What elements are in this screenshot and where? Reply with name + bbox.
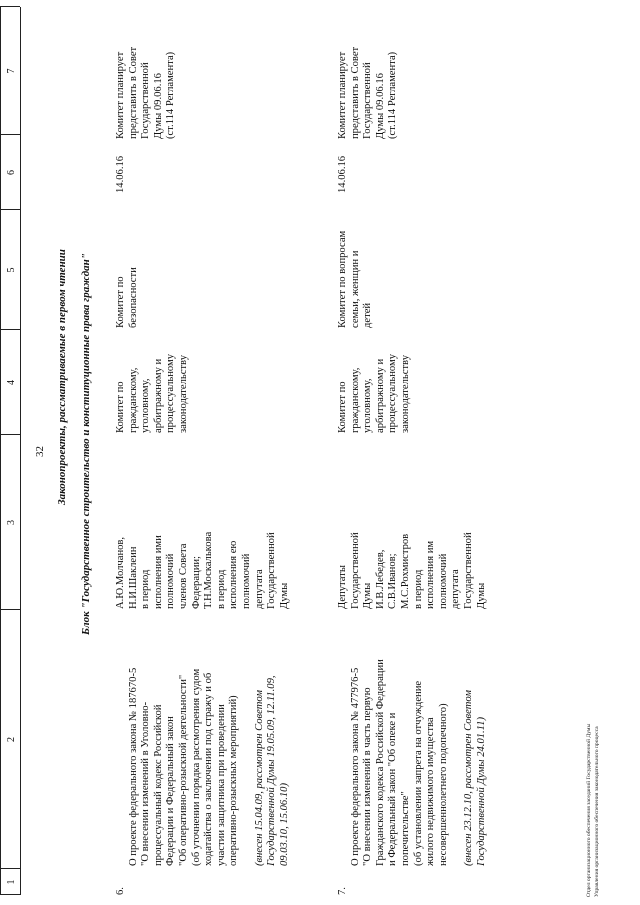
co-executor-committee: Комитет по безопасности (115, 267, 139, 328)
column-number: 3 (6, 520, 17, 525)
consideration-date: 14.06.16 (337, 155, 348, 193)
header-top-line (0, 7, 1, 895)
block-title: Блок "Государственное строительство и конституционные права граждан" (80, 253, 92, 635)
footer-line: Отдел организационного обеспечения заседаний Государственной Думы (586, 723, 592, 897)
column-number: 5 (6, 267, 17, 273)
row-number: 7. (337, 887, 348, 895)
consideration-date: 14.06.16 (115, 155, 126, 193)
column-number: 1 (6, 879, 17, 885)
bill-description (337, 610, 501, 866)
footer-line: Управления организационного обеспечения законодательного процесса (594, 726, 600, 897)
bill-title: О проекте федерального закона № 477976-5 "О внесении изменений в часть первую Гражданского кодекса Российской Федерации и Федеральный закон "Об опеке и попечительстве" (об установлении запрета на отчуждение жилого недвижимого имущества несовершеннолетнего подопечного) (349, 659, 449, 866)
bill-description (115, 610, 304, 866)
responsible-committee: Комитет по гражданскому, уголовному, арбитражному и процессуальному законодательству (115, 354, 189, 433)
responsible-committee: Комитет по гражданскому, уголовному, арбитражному и процессуальному законодательству (337, 354, 411, 433)
page-number: 32 (34, 446, 46, 457)
column-number: 4 (6, 380, 17, 385)
header-bottom-line (20, 7, 21, 895)
column-number: 6 (6, 170, 17, 175)
bill-authors: А.Ю.Молчанов, Н.И.Шаклеин в период исполнения ими полномочий членов Совета Федерации; Т.Н.Москалькова в период исполнения ею полномочий депутата Государственной Думы (115, 531, 290, 609)
co-executor-committee: Комитет по вопросам семьи, женщин и детей (337, 230, 374, 328)
column-number: 7 (6, 68, 17, 74)
row-number: 6. (115, 887, 126, 895)
bill-note: (внесен 15.04.09, рассмотрен Советом Государственной Думы 19.05.09, 12.11.09, 09.03.10, 15.06.10) (253, 675, 290, 866)
row-note: Комитет планирует представить в Совет Государственной Думы 09.06.16 (ст.114 Регламента) (115, 46, 177, 139)
section-heading: Законопроекты, рассматриваемые в первом чтении (56, 249, 68, 505)
bill-title: О проекте федерального закона № 187670-5 "О внесении изменений в Уголовно- процессуальный кодекс Российской Федерации и Федеральный закон "Об оперативно-розыскной деятельности" (об уточнении порядка рассмотрения судом ходатайства о заключении под стражу и об участии защитника при проведении оперативно-розыскных мероприятий) (127, 667, 240, 866)
row-note: Комитет планирует представить в Совет Государственной Думы 09.06.16 (ст.114 Регламента) (337, 46, 399, 139)
bill-note: (внесен 23.12.10, рассмотрен Советом Государственной Думы 24.01.11) (462, 690, 487, 866)
column-number: 2 (6, 737, 17, 742)
bill-authors: Депутаты Государственной Думы И.В.Лебедев, С.В.Иванов; М.С.Рохмистров в период исполнения им полномочий депутата Государственной Думы (337, 532, 487, 609)
